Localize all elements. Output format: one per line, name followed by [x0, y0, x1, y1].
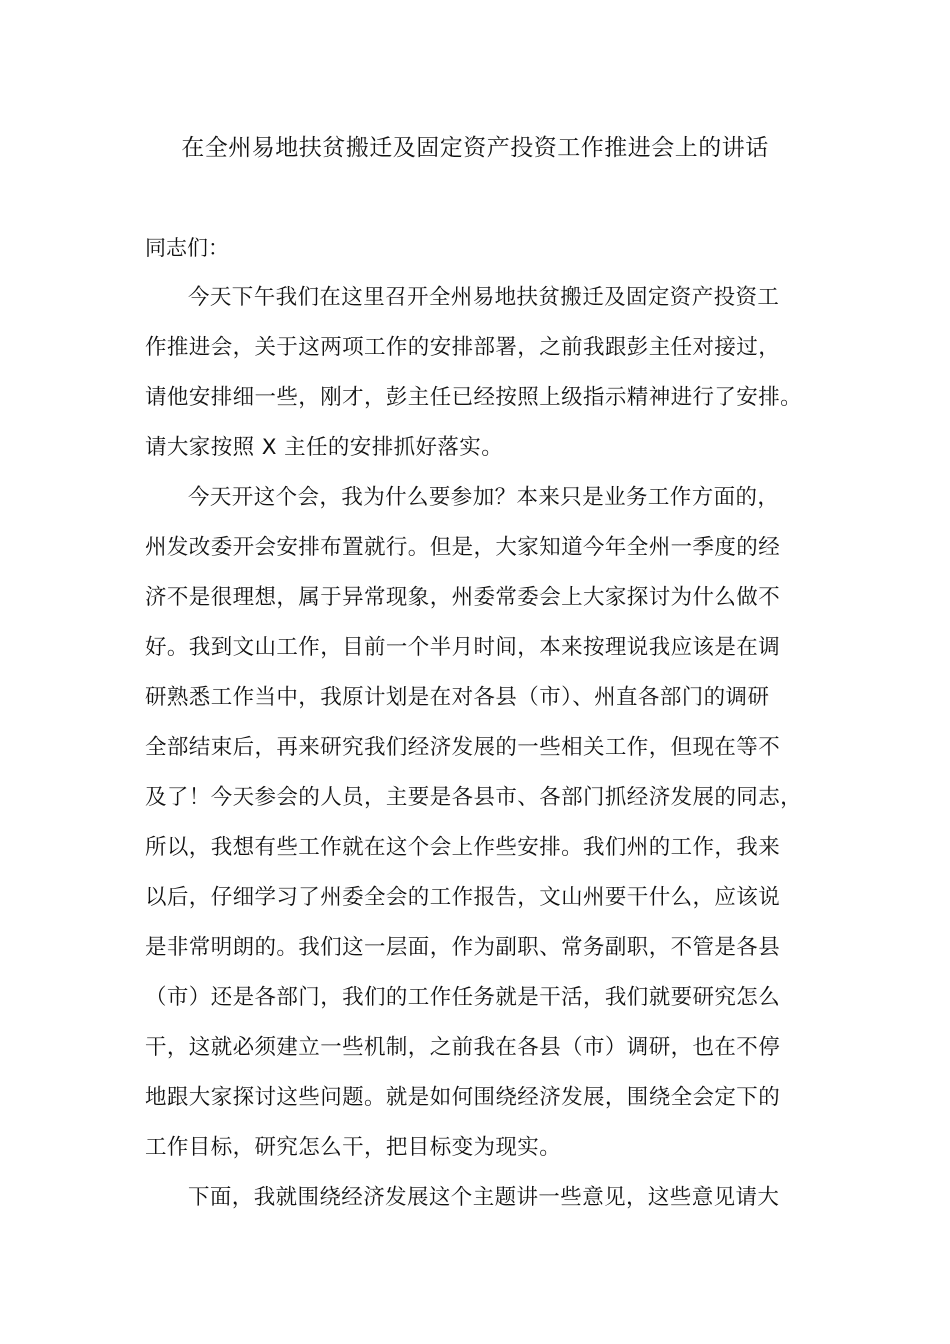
paragraph-3-line-1: 下面，我就围绕经济发展这个主题讲一些意见，这些意见请大 [188, 1185, 780, 1210]
paragraph-2-line-13: 地跟大家探讨这些问题。就是如何围绕经济发展，围绕全会定下的 [145, 1085, 781, 1110]
paragraph-1-line-4: 请大家按照 X 主任的安排抓好落实。 [145, 435, 504, 460]
salutation: 同志们： [145, 236, 229, 260]
paragraph-2-line-6: 全部结束后，再来研究我们经济发展的一些相关工作，但现在等不 [145, 735, 781, 760]
paragraph-2-line-9: 以后，仔细学习了州委全会的工作报告，文山州要干什么，应该说 [145, 885, 781, 910]
paragraph-1-line-3: 请他安排细一些，刚才，彭主任已经按照上级指示精神进行了安排。 [145, 385, 803, 410]
paragraph-2-line-4: 好。我到文山工作，目前一个半月时间，本来按理说我应该是在调 [145, 635, 781, 660]
paragraph-1-line-1: 今天下午我们在这里召开全州易地扶贫搬迁及固定资产投资工 [188, 285, 780, 310]
paragraph-2-line-5: 研熟悉工作当中，我原计划是在对各县（市）、州直各部门的调研 [145, 685, 770, 710]
document-title: 在全州易地扶贫搬迁及固定资产投资工作推进会上的讲话 [181, 135, 769, 161]
paragraph-2-line-3: 济不是很理想，属于异常现象，州委常委会上大家探讨为什么做不 [145, 585, 781, 610]
paragraph-2-line-14: 工作目标，研究怎么干，把目标变为现实。 [145, 1135, 562, 1160]
paragraph-2-line-12: 干，这就必须建立一些机制，之前我在各县（市）调研，也在不停 [145, 1035, 781, 1060]
paragraph-1-line-2: 作推进会，关于这两项工作的安排部署，之前我跟彭主任对接过， [145, 335, 781, 360]
paragraph-2-line-8: 所以，我想有些工作就在这个会上作些安排。我们州的工作，我来 [145, 835, 781, 860]
paragraph-2-line-7: 及了！今天参会的人员，主要是各县市、各部门抓经济发展的同志， [145, 785, 803, 810]
paragraph-2-line-1: 今天开这个会，我为什么要参加？本来只是业务工作方面的， [188, 485, 780, 510]
paragraph-2-line-11: （市）还是各部门，我们的工作任务就是干活，我们就要研究怎么 [145, 985, 781, 1010]
paragraph-2-line-10: 是非常明朗的。我们这一层面，作为副职、常务副职，不管是各县 [145, 935, 781, 960]
paragraph-2-line-2: 州发改委开会安排布置就行。但是，大家知道今年全州一季度的经 [145, 535, 781, 560]
